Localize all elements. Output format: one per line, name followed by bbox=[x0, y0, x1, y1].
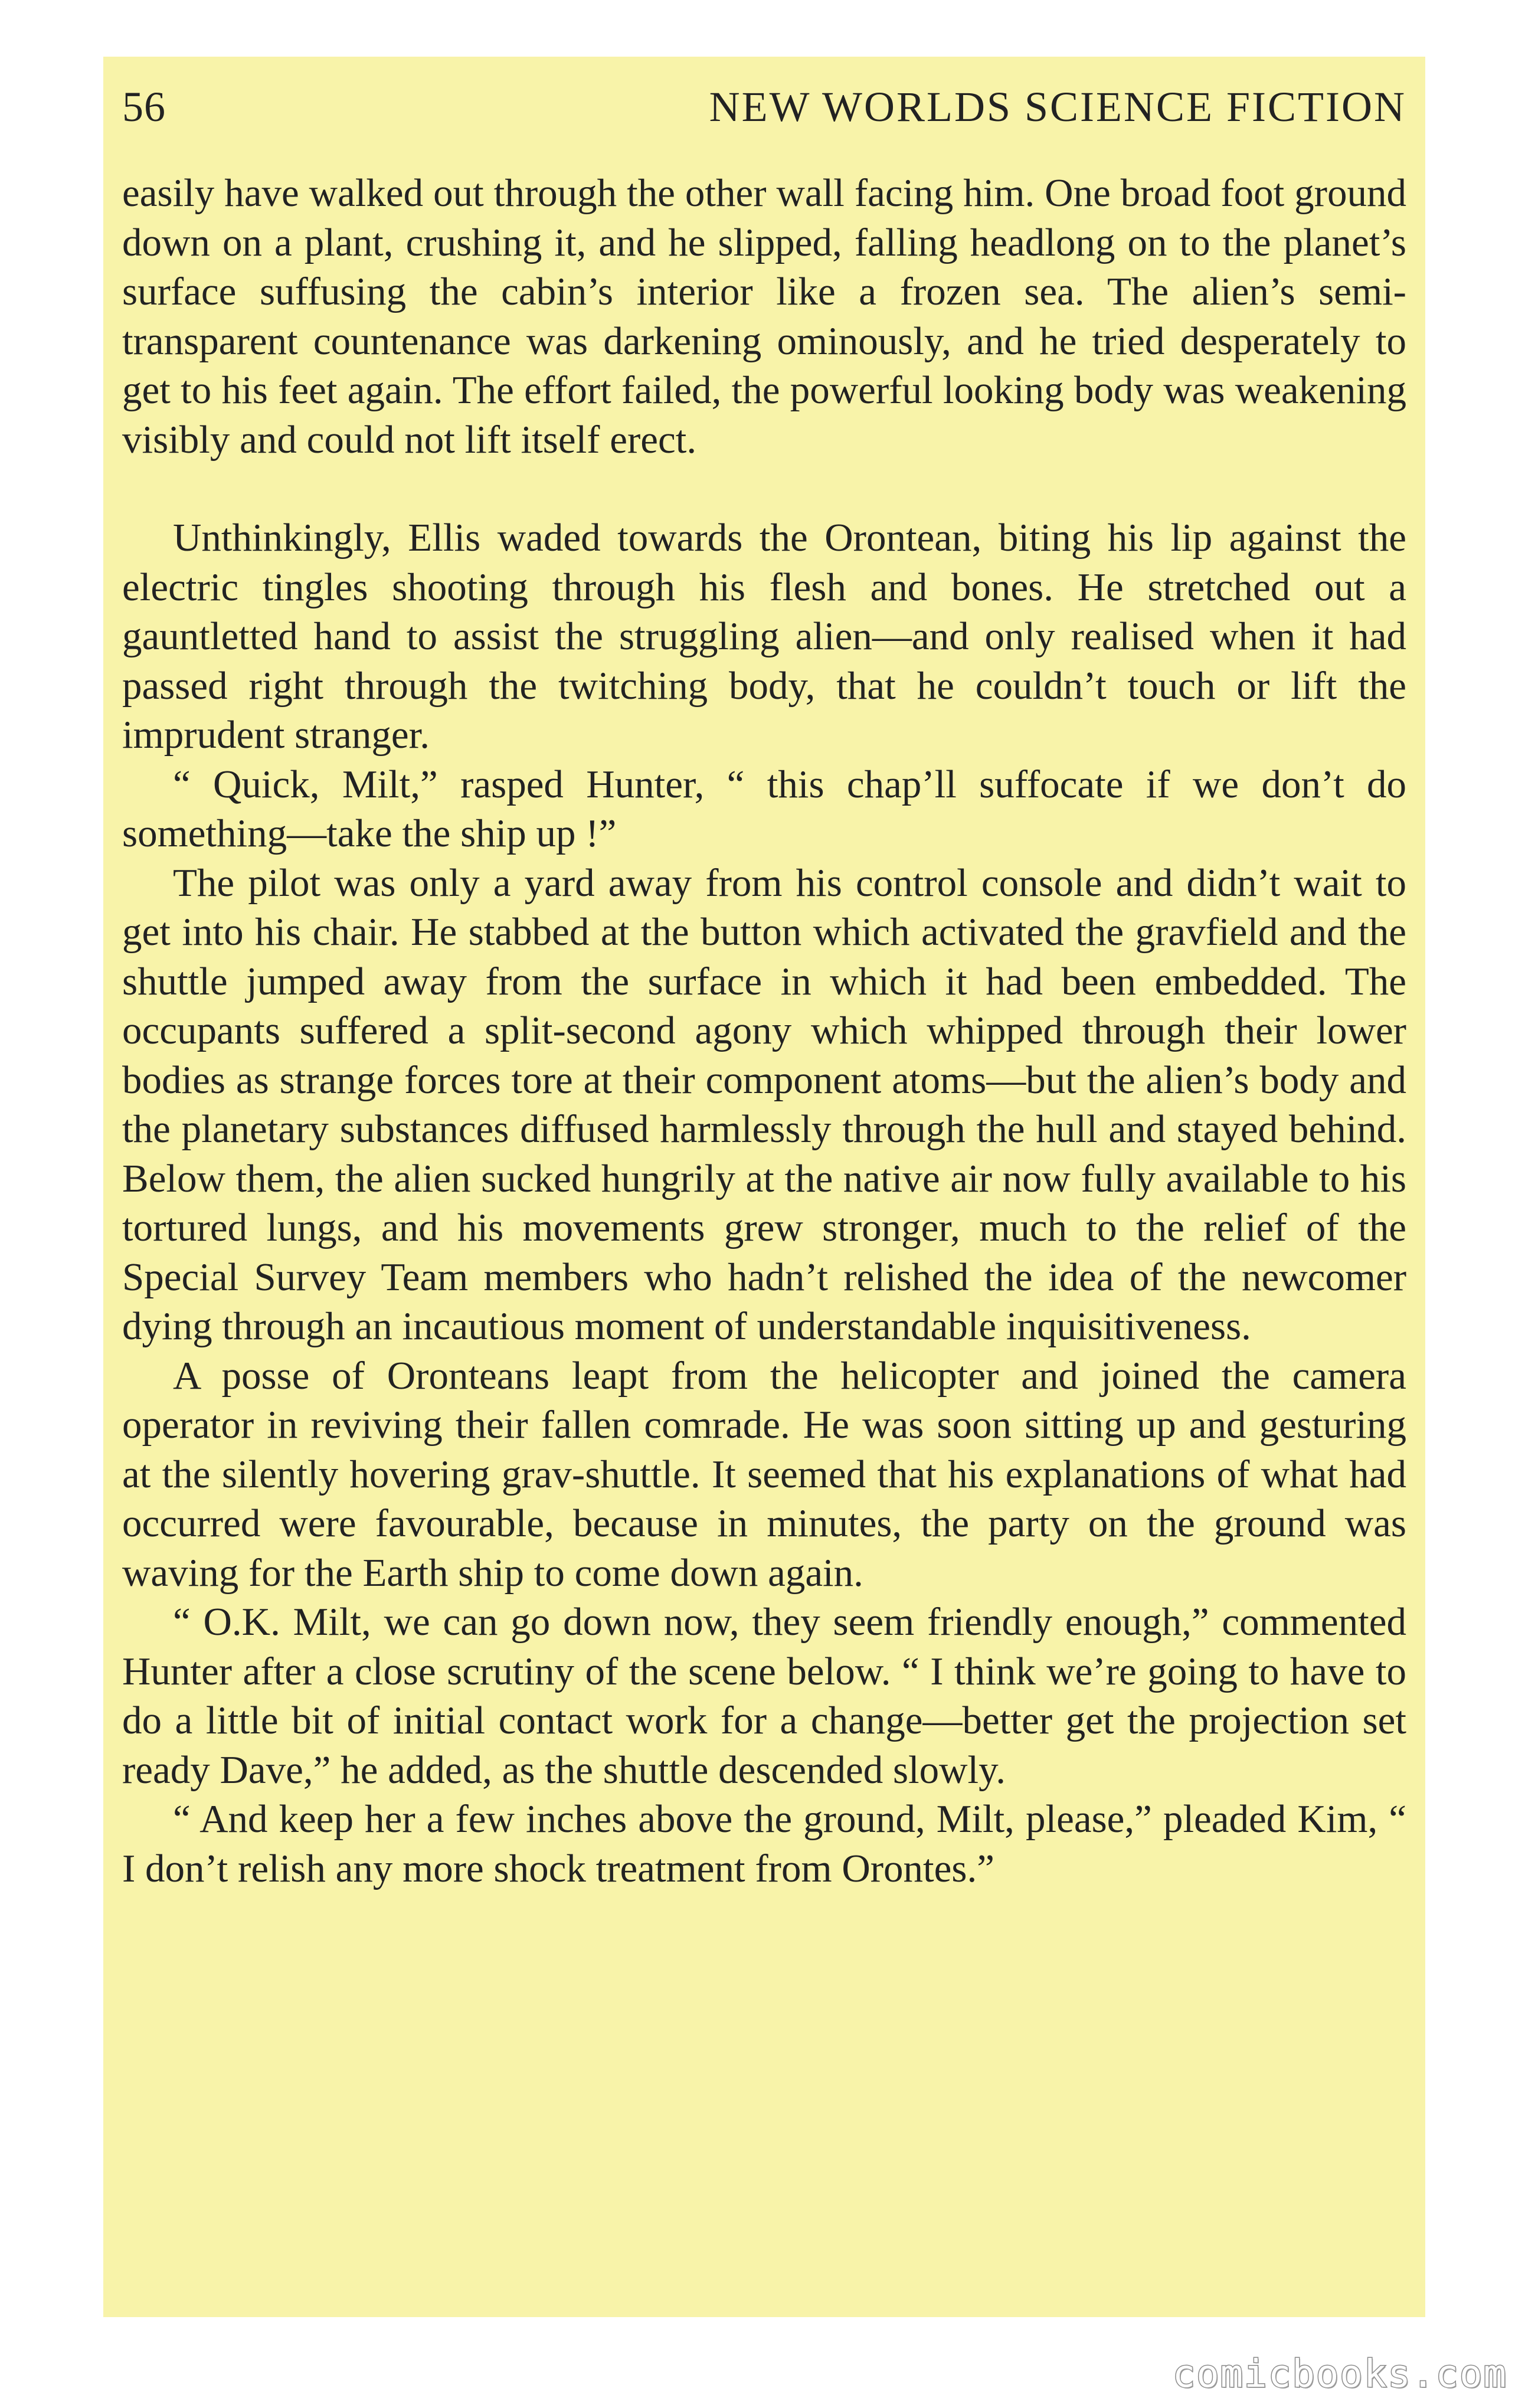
paragraph: “ Quick, Milt,” rasped Hunter, “ this chap’ll suffocate if we don’t do something—take the ship up !” bbox=[122, 762, 1406, 855]
paragraph: Unthinkingly, Ellis waded towards the Orontean, biting his lip against the electric tingles shooting through his flesh and bones. He stretched out a gauntletted hand to assist the struggling alien—and only realised when it had passed right through the twitching body, that he couldn’t touch or lift the imprudent stranger. bbox=[122, 516, 1406, 757]
story-text bbox=[122, 169, 1406, 1893]
magazine-page bbox=[103, 57, 1425, 2317]
paragraph: easily have walked out through the other wall facing him. One broad foot ground down on a plant, crushing it, and he slipped, falling headlong on to the planet’s surface suffusing the cabin’s interior like a frozen sea. The alien’s semi-transparent countenance was darkening ominously, and he tried desperately to get to his feet again. The effort failed, the powerful looking body was weakening visibly and could not lift itself erect. bbox=[122, 171, 1406, 462]
paragraph: A posse of Oronteans leapt from the helicopter and joined the camera operator in reviving their fallen comrade. He was soon sitting up and gesturing at the silently hovering grav-shuttle. It seemed that his explanations of what had occurred were favourable, because in minutes, the party on the ground was waving for the Earth ship to come down again. bbox=[122, 1353, 1406, 1595]
page-number: 56 bbox=[122, 83, 166, 130]
paragraph: “ O.K. Milt, we can go down now, they seem friendly enough,” commented Hunter after a close scrutiny of the scene below. “ I think we’re going to have to do a little bit of initial contact work for a change—better get the projection set ready Dave,” he added, as the shuttle descended slowly. bbox=[122, 1600, 1406, 1792]
magazine-title: NEW WORLDS SCIENCE FICTION bbox=[709, 83, 1406, 130]
running-head bbox=[122, 80, 1406, 169]
site-watermark: comicbooks.com bbox=[1172, 2353, 1507, 2396]
paragraph: The pilot was only a yard away from his control console and didn’t wait to get into his chair. He stabbed at the button which activated the gravfield and the shuttle jumped away from the surface in which it had been embedded. The occupants suffered a split-second agony which whipped through their lower bodies as strange forces tore at their component atoms—but the alien’s body and the planetary substances diffused harmlessly through the hull and stayed behind. Below them, the alien sucked hungrily at the native air now fully available to his tortured lungs, and his movements grew stronger, much to the relief of the Special Survey Team members who hadn’t relished the idea of the newcomer dying through an incautious moment of understandable inquisitiveness. bbox=[122, 861, 1406, 1348]
paragraph: “ And keep her a few inches above the ground, Milt, please,” pleaded Kim, “ I don’t relish any more shock treatment from Orontes.” bbox=[122, 1797, 1406, 1890]
